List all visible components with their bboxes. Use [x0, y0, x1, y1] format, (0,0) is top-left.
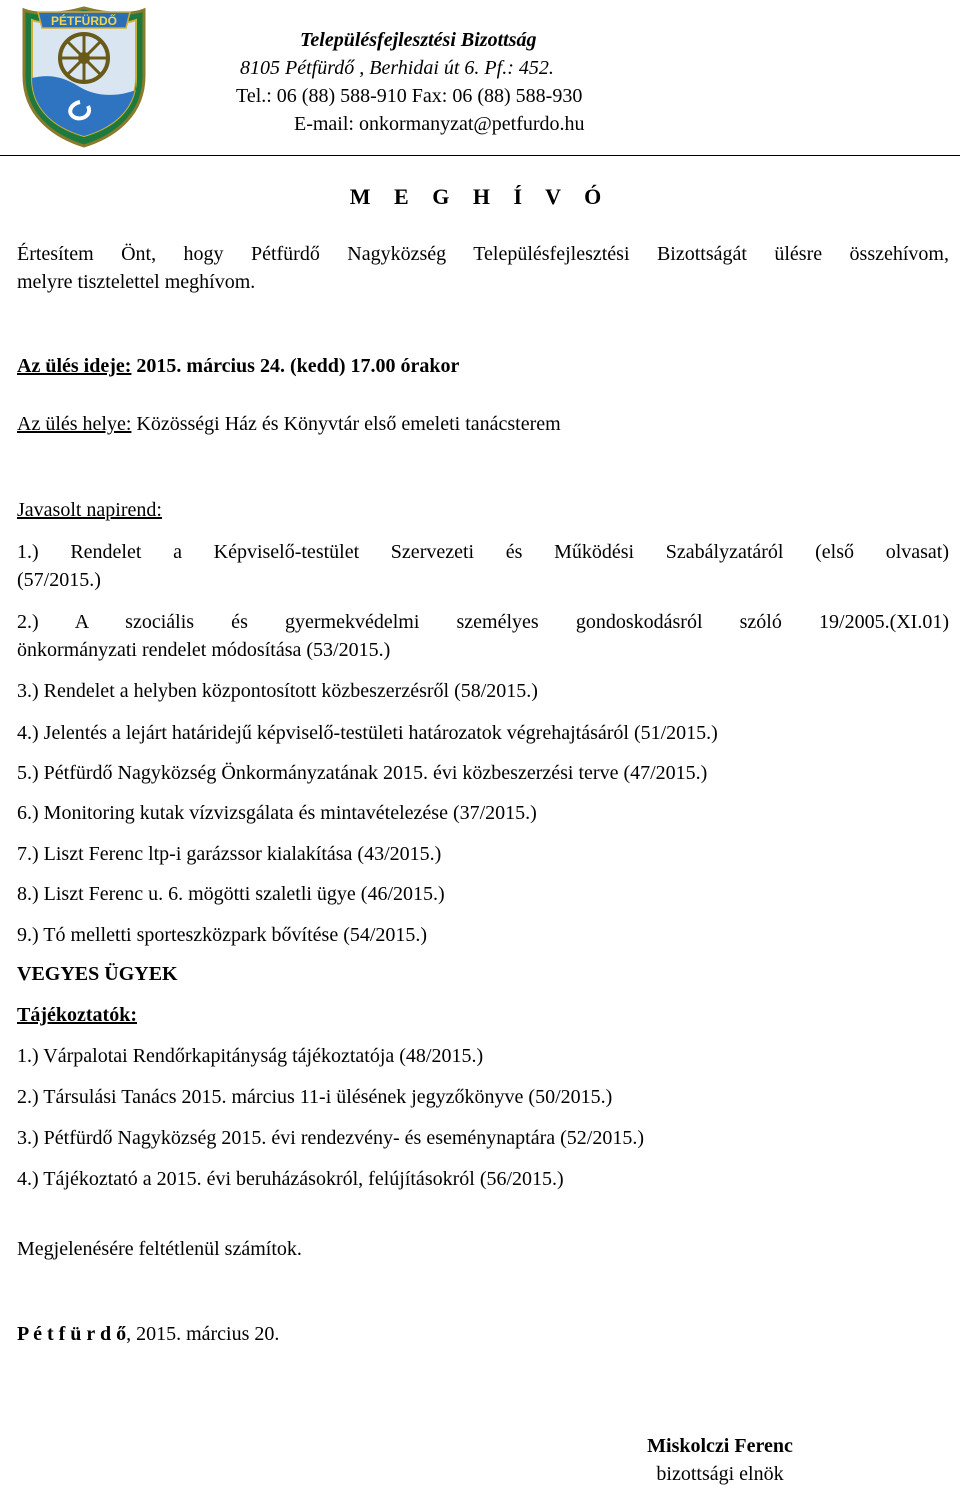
agenda-item-3: 3.) Rendelet a helyben központosított közbeszerzésről (58/2015.): [17, 680, 538, 702]
signature-name: Miskolczi Ferenc: [647, 1435, 793, 1457]
info-item-2: 2.) Társulási Tanács 2015. március 11-i ülésének jegyzőkönyve (50/2015.): [17, 1086, 613, 1108]
header-divider: [0, 155, 960, 156]
page-title: M E G H Í V Ó: [349, 184, 611, 209]
info-item-1: 1.) Várpalotai Rendőrkapitányság tájékoztatója (48/2015.): [17, 1045, 484, 1067]
misc-heading: VEGYES ÜGYEK: [17, 963, 178, 985]
meeting-time-value: 2015. március 24. (kedd) 17.00 órakor: [131, 355, 460, 377]
signature-role: bizottsági elnök: [656, 1463, 784, 1485]
agenda-item-5: 5.) Pétfürdő Nagyközség Önkormányzatának 2015. évi közbeszerzési terve (47/2015.): [17, 762, 708, 784]
agenda-item-2: 2.) A szociális és gyermekvédelmi személyes gondoskodásról szóló 19/2005.(XI.01): [17, 611, 949, 633]
closing-text: Megjelenésére feltétlenül számítok.: [17, 1238, 302, 1260]
committee-phones: Tel.: 06 (88) 588-910 Fax: 06 (88) 588-930: [236, 85, 583, 107]
info-item-3: 3.) Pétfürdő Nagyközség 2015. évi rendezvény- és eseménynaptára (52/2015.): [17, 1127, 645, 1149]
place-date: [17, 1320, 279, 1348]
agenda-item-8: 8.) Liszt Ferenc u. 6. mögötti szaletli ügye (46/2015.): [17, 883, 445, 905]
agenda-item-7: 7.) Liszt Ferenc ltp-i garázssor kialakítása (43/2015.): [17, 843, 442, 865]
svg-text:PÉTFÜRDŐ: PÉTFÜRDŐ: [51, 14, 117, 28]
agenda-heading: Javasolt napirend:: [17, 499, 162, 521]
agenda-item-1-cont: (57/2015.): [17, 569, 101, 591]
committee-address: 8105 Pétfürdő , Berhidai út 6. Pf.: 452.: [240, 57, 554, 79]
agenda-item-1: 1.) Rendelet a Képviselő-testület Szervezeti és Működési Szabályzatáról (első olvasat): [17, 541, 949, 563]
agenda-item-2-cont: önkormányzati rendelet módosítása (53/2015.): [17, 639, 391, 661]
agenda-item-4: 4.) Jelentés a lejárt határidejű képviselő-testületi határozatok végrehajtásáról (51/2015.): [17, 722, 718, 744]
committee-email[interactable]: E-mail: onkormanyzat@petfurdo.hu: [294, 113, 585, 135]
meeting-place: [17, 410, 561, 438]
place-name: P é t f ü r d ő: [17, 1323, 127, 1345]
meeting-time: [17, 352, 459, 380]
meeting-time-label: Az ülés ideje:: [17, 355, 132, 377]
date-text: , 2015. március 20.: [126, 1323, 280, 1345]
committee-name: Településfejlesztési Bizottság: [300, 29, 537, 51]
meeting-place-value: Közösségi Ház és Könyvtár első emeleti tanácsterem: [131, 413, 561, 435]
intro-line-1: Értesítem Önt, hogy Pétfürdő Nagyközség Településfejlesztési Bizottságát ülésre összehívom,: [17, 243, 949, 265]
intro-line-2: melyre tisztelettel meghívom.: [17, 271, 256, 293]
agenda-item-9: 9.) Tó melletti sporteszközpark bővítése (54/2015.): [17, 924, 428, 946]
coat-of-arms-logo: [18, 6, 150, 148]
agenda-item-6: 6.) Monitoring kutak vízvizsgálata és mintavételezése (37/2015.): [17, 802, 537, 824]
info-heading: Tájékoztatók:: [17, 1004, 137, 1026]
meeting-place-label: Az ülés helye:: [17, 413, 132, 435]
info-item-4: 4.) Tájékoztató a 2015. évi beruházásokról, felújításokról (56/2015.): [17, 1168, 564, 1190]
